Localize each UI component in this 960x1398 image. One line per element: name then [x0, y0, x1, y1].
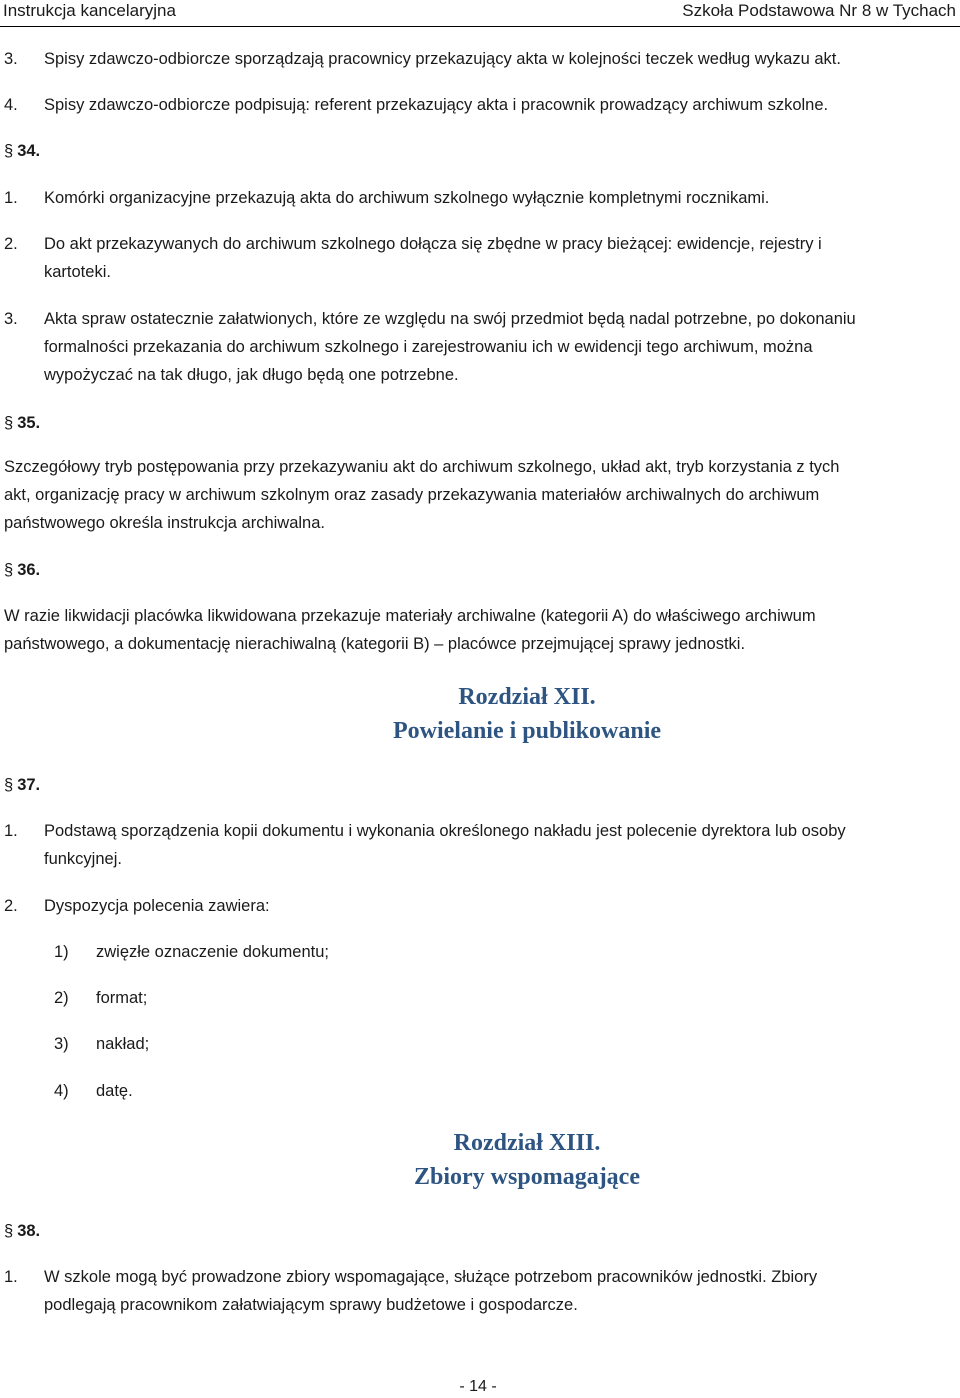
- section-heading-37: [4, 771, 40, 799]
- item-number: 2.: [4, 897, 18, 915]
- chapter-subtitle: Powielanie i publikowanie: [392, 718, 662, 744]
- page-number: - 14 -: [459, 1378, 497, 1395]
- item-line: formalności przekazania do archiwum szkolnego i zarejestrowaniu ich w ewidencji tego archiwum, można: [44, 338, 813, 356]
- sub-item-text: datę.: [96, 1082, 133, 1100]
- item-text: Spisy zdawczo-odbiorcze podpisują: referent przekazujący akta i pracownik prowadzący archiwum szkolne.: [44, 96, 829, 114]
- paragraph-line: W razie likwidacji placówka likwidowana przekazuje materiały archiwalne (kategorii A) do właściwego archiwum: [4, 607, 816, 625]
- sub-item: [54, 1030, 149, 1058]
- section-heading-35: [4, 409, 40, 437]
- header-title-left: Instrukcja kancelaryjna: [3, 1, 176, 20]
- page-header: [0, 0, 960, 27]
- sub-item: [54, 984, 147, 1012]
- section-sign: §: [4, 1222, 14, 1240]
- paragraph-line: Szczegółowy tryb postępowania przy przekazywaniu akt do archiwum szkolnego, układ akt, tryb korzystania z tych: [4, 458, 840, 476]
- section-sign: §: [4, 414, 14, 432]
- item-line: podlegają pracownikom załatwiającym sprawy budżetowe i gospodarcze.: [44, 1296, 578, 1314]
- item-number: 3.: [4, 50, 18, 68]
- section-number: 36.: [17, 561, 41, 579]
- section-number: 34.: [17, 142, 41, 160]
- item-line: Do akt przekazywanych do archiwum szkolnego dołącza się zbędne w pracy bieżącej: ewidencje, rejestry i: [44, 235, 822, 253]
- paragraph-line: akt, organizację pracy w archiwum szkolnym oraz zasady przekazywania materiałów archiwalnych do archiwum: [4, 486, 820, 504]
- sub-item-text: format;: [96, 989, 148, 1007]
- sub-item: [54, 1077, 133, 1105]
- item-line: wypożyczać na tak długo, jak długo będą one potrzebne.: [44, 366, 459, 384]
- sub-item: [54, 938, 329, 966]
- item-number: 2.: [4, 235, 18, 253]
- item-paragraph: [44, 1263, 817, 1319]
- item-number: 1.: [4, 822, 18, 840]
- sub-item-text: zwięzłe oznaczenie dokumentu;: [96, 943, 329, 961]
- item-line: Akta spraw ostatecznie załatwionych, które ze względu na swój przedmiot będą nadal potrzebne, po dokonaniu: [44, 310, 856, 328]
- chapter-title: Rozdział XIII.: [453, 1130, 601, 1156]
- section-number: 35.: [17, 414, 41, 432]
- section-number: 37.: [17, 776, 41, 794]
- item-line: Podstawą sporządzenia kopii dokumentu i wykonania określonego nakładu jest polecenie dyrektora lub osoby: [44, 822, 846, 840]
- chapter-title: Rozdział XII.: [458, 684, 596, 710]
- section-paragraph: [4, 453, 839, 537]
- item-line: funkcyjnej.: [44, 850, 122, 868]
- section-heading-34: [4, 137, 40, 165]
- item-number: 3.: [4, 310, 18, 328]
- section-heading-38: [4, 1217, 40, 1245]
- item-text: Komórki organizacyjne przekazują akta do archiwum szkolnego wyłącznie kompletnymi rocznikami.: [44, 189, 770, 207]
- section-sign: §: [4, 561, 14, 579]
- sub-item-number: 3): [54, 1035, 69, 1053]
- paragraph-line: państwowego określa instrukcja archiwalna.: [4, 514, 325, 532]
- item-number: 1.: [4, 1268, 18, 1286]
- item-number: 1.: [4, 189, 18, 207]
- section-sign: §: [4, 776, 14, 794]
- item-text: Dyspozycja polecenia zawiera:: [44, 897, 270, 915]
- paragraph-line: państwowego, a dokumentację nierachiwalną (kategorii B) – placówce przejmującej sprawy jednostki.: [4, 635, 746, 653]
- section-paragraph: [4, 602, 816, 658]
- item-text: Spisy zdawczo-odbiorcze sporządzają pracownicy przekazujący akta w kolejności teczek według wykazu akt.: [44, 50, 841, 68]
- section-sign: §: [4, 142, 14, 160]
- sub-item-text: nakład;: [96, 1035, 150, 1053]
- item-number: 4.: [4, 96, 18, 114]
- item-paragraph: [44, 305, 856, 389]
- chapter-subtitle: Zbiory wspomagające: [414, 1164, 640, 1190]
- item-paragraph: [44, 817, 846, 873]
- item-line: kartoteki.: [44, 263, 111, 281]
- sub-item-number: 1): [54, 943, 69, 961]
- sub-item-number: 4): [54, 1082, 69, 1100]
- item-line: W szkole mogą być prowadzone zbiory wspomagające, służące potrzebom pracowników jednostki. Zbiory: [44, 1268, 818, 1286]
- section-heading-36: [4, 556, 40, 584]
- header-title-right: Szkoła Podstawowa Nr 8 w Tychach: [682, 1, 956, 20]
- sub-item-number: 2): [54, 989, 69, 1007]
- section-number: 38.: [17, 1222, 41, 1240]
- item-paragraph: [44, 230, 822, 286]
